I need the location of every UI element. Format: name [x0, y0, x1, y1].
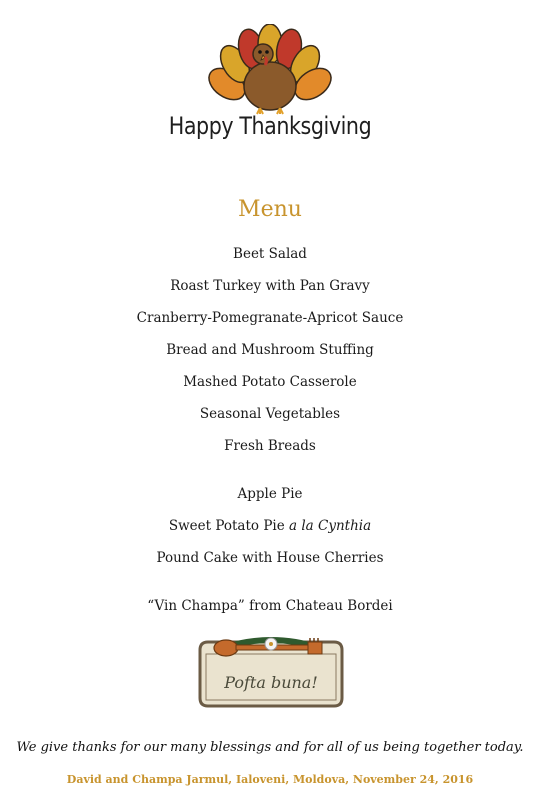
menu-item-cranberry-sauce: Cranberry-Pomegranate-Apricot Sauce: [136, 310, 404, 326]
dessert-name: Sweet Potato Pie: [168, 518, 290, 534]
menu-title: Menu: [238, 197, 302, 222]
sign-text: Pofta buna!: [224, 673, 318, 692]
thanks-message: We give thanks for our many blessings and for all of us being together today.: [16, 740, 524, 755]
turkey-logo: [0, 24, 540, 116]
dessert-item-pound-cake: Pound Cake with House Cherries: [156, 550, 384, 566]
signature-line: David and Champa Jarmul, Ialoveni, Moldova, November 24, 2016: [66, 773, 474, 786]
menu-item-vegetables: Seasonal Vegetables: [199, 406, 341, 422]
greeting-title: Happy Thanksgiving: [168, 112, 372, 140]
menu-item-breads: Fresh Breads: [224, 438, 316, 454]
pofta-buna-sign: [186, 628, 356, 710]
spoon-fork-sign-icon: [186, 628, 356, 710]
dessert-item-sweet-potato-pie: [0, 518, 540, 534]
dessert-italic-note: a la Cynthia: [289, 518, 372, 534]
wine-line: “Vin Champa” from Chateau Bordei: [147, 598, 393, 614]
menu-item-stuffing: Bread and Mushroom Stuffing: [166, 342, 374, 358]
menu-item-mashed-potato: Mashed Potato Casserole: [183, 374, 357, 390]
menu-item-roast-turkey: Roast Turkey with Pan Gravy: [170, 278, 370, 294]
turkey-icon: [205, 24, 335, 116]
dessert-item-apple-pie: Apple Pie: [237, 486, 303, 502]
menu-item-beet-salad: Beet Salad: [233, 246, 307, 262]
